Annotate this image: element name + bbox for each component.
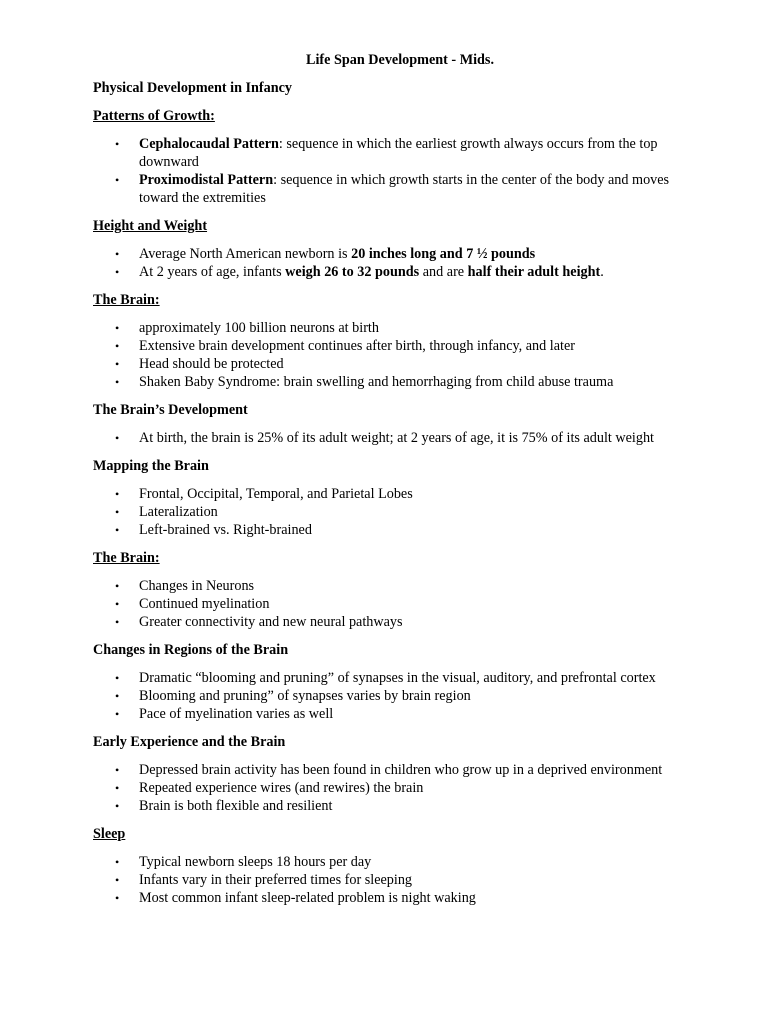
item-text: Dramatic “blooming and pruning” of synapses in the visual, auditory, and prefrontal cortex — [139, 670, 656, 686]
list-item — [93, 521, 693, 539]
item-text: Head should be protected — [139, 356, 284, 372]
item-text: Continued myelination — [139, 596, 270, 612]
list-the-brain-2 — [93, 577, 693, 631]
bullet-icon: • — [115, 173, 120, 187]
bullet-icon: • — [115, 321, 120, 335]
list-item — [93, 687, 693, 705]
item-text: Infants vary in their preferred times for sleeping — [139, 872, 413, 888]
bullet-icon: • — [115, 781, 120, 795]
item-text: Repeated experience wires (and rewires) the brain — [139, 780, 424, 796]
bullet-icon: • — [115, 615, 120, 629]
bullet-icon: • — [115, 891, 120, 905]
heading-changes-in-regions: Changes in Regions of the Brain — [93, 642, 289, 658]
list-item — [93, 337, 693, 355]
bullet-icon: • — [115, 505, 120, 519]
list-mapping-the-brain — [93, 485, 693, 539]
item-text: Most common infant sleep-related problem is night waking — [139, 890, 476, 906]
list-item — [93, 705, 693, 723]
list-early-experience — [93, 761, 693, 815]
bullet-icon: • — [115, 597, 120, 611]
list-item — [93, 595, 693, 613]
bullet-icon: • — [115, 137, 120, 151]
list-item — [93, 669, 693, 687]
item-bold-text: half their adult height — [467, 264, 601, 280]
list-item — [93, 871, 693, 889]
list-item — [93, 761, 693, 779]
list-item — [93, 245, 693, 263]
item-text: Changes in Neurons — [139, 578, 255, 594]
bullet-icon: • — [115, 689, 120, 703]
bullet-icon: • — [115, 265, 120, 279]
item-text: Greater connectivity and new neural pathways — [139, 614, 403, 630]
item-text: At birth, the brain is 25% of its adult weight; at 2 years of age, it is 75% of its adult weight — [139, 430, 654, 446]
bullet-icon: • — [115, 855, 120, 869]
item-text: Frontal, Occipital, Temporal, and Parietal Lobes — [139, 486, 413, 502]
bullet-icon: • — [115, 579, 120, 593]
bullet-icon: • — [115, 523, 120, 537]
heading-patterns-of-growth: Patterns of Growth: — [93, 108, 215, 124]
bullet-icon: • — [115, 763, 120, 777]
bullet-icon: • — [115, 431, 120, 445]
item-text: and are — [419, 264, 468, 280]
item-text: Blooming and pruning” of synapses varies by brain region — [139, 688, 471, 704]
bullet-icon: • — [115, 671, 120, 685]
list-item — [93, 135, 693, 171]
document-page — [93, 51, 693, 917]
item-bold-text: weigh 26 to 32 pounds — [285, 264, 420, 280]
term-proximodistal: Proximodistal Pattern — [139, 172, 274, 188]
bullet-icon: • — [115, 357, 120, 371]
list-item — [93, 485, 693, 503]
list-sleep — [93, 853, 693, 907]
definition-text: : sequence in which the earliest growth always occurs from the top downward — [139, 136, 658, 170]
list-changes-in-regions — [93, 669, 693, 723]
list-patterns-of-growth — [93, 135, 693, 207]
bullet-icon: • — [115, 487, 120, 501]
item-text: Extensive brain development continues after birth, through infancy, and later — [139, 338, 575, 354]
list-item — [93, 503, 693, 521]
bullet-icon: • — [115, 799, 120, 813]
heading-early-experience: Early Experience and the Brain — [93, 734, 286, 750]
definition-text: : sequence in which growth starts in the center of the body and moves toward the extremities — [139, 172, 670, 206]
bullet-icon: • — [115, 339, 120, 353]
item-text: Left-brained vs. Right-brained — [139, 522, 312, 538]
list-item — [93, 889, 693, 907]
list-height-and-weight — [93, 245, 693, 281]
item-text: . — [600, 264, 604, 280]
list-item — [93, 853, 693, 871]
list-item — [93, 613, 693, 631]
list-item — [93, 355, 693, 373]
heading-mapping-the-brain: Mapping the Brain — [93, 458, 209, 474]
list-item — [93, 319, 693, 337]
list-brains-development — [93, 429, 693, 447]
item-bold-text: 20 inches long and 7 ½ pounds — [351, 246, 536, 262]
heading-brains-development: The Brain’s Development — [93, 402, 248, 418]
item-text: Depressed brain activity has been found in children who grow up in a deprived environment — [139, 762, 663, 778]
heading-the-brain-2: The Brain: — [93, 550, 160, 566]
heading-the-brain: The Brain: — [93, 292, 160, 308]
item-text: Pace of myelination varies as well — [139, 706, 334, 722]
list-item — [93, 779, 693, 797]
list-item — [93, 429, 693, 447]
section-title: Physical Development in Infancy — [93, 80, 293, 96]
item-text: Shaken Baby Syndrome: brain swelling and hemorrhaging from child abuse trauma — [139, 374, 614, 390]
heading-sleep: Sleep — [93, 826, 126, 842]
item-text: Lateralization — [139, 504, 218, 520]
list-item — [93, 373, 693, 391]
item-text: approximately 100 billion neurons at birth — [139, 320, 379, 336]
bullet-icon: • — [115, 707, 120, 721]
bullet-icon: • — [115, 247, 120, 261]
item-text: Average North American newborn is — [139, 246, 352, 262]
bullet-icon: • — [115, 375, 120, 389]
item-text: Typical newborn sleeps 18 hours per day — [139, 854, 372, 870]
term-cephalocaudal: Cephalocaudal Pattern — [139, 136, 279, 152]
list-the-brain — [93, 319, 693, 391]
document-title: Life Span Development - Mids. — [306, 52, 494, 68]
list-item — [93, 577, 693, 595]
heading-height-and-weight: Height and Weight — [93, 218, 208, 234]
bullet-icon: • — [115, 873, 120, 887]
list-item — [93, 797, 693, 815]
list-item — [93, 171, 693, 207]
item-text: At 2 years of age, infants — [139, 264, 286, 280]
item-text: Brain is both flexible and resilient — [139, 798, 333, 814]
list-item — [93, 263, 693, 281]
